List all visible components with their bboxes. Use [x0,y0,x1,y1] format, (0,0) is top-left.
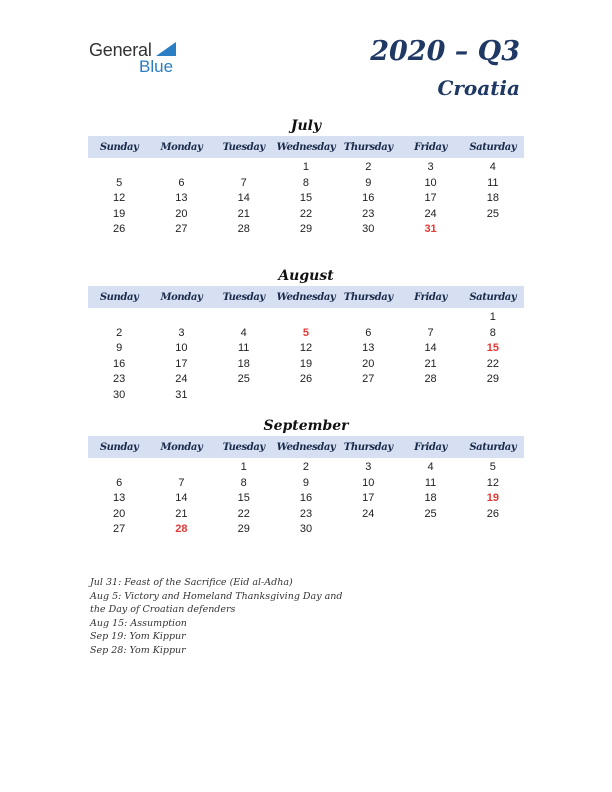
note-line: Sep 28: Yom Kippur [90,644,186,656]
day-cell: 19 [486,492,499,504]
day-cell: 27 [362,373,375,385]
day-cell: 30 [299,523,313,535]
empty-day-cell [213,388,275,404]
empty-day-cell [337,522,399,538]
day-cell: 30 [362,223,375,235]
day-cell: 25 [486,207,499,220]
month-july [88,116,524,238]
empty-day-cell [213,310,275,326]
empty-day-cell [337,388,399,404]
day-cell: 11 [237,342,250,354]
weekday-label: Thursday [343,141,393,153]
empty-day-cell [399,388,461,404]
day-cell: 17 [424,192,437,204]
day-cell: 16 [113,357,126,370]
day-cell: 12 [113,192,126,204]
day-cell: 28 [237,223,250,235]
page-title: 2020 – Q3 [370,36,520,67]
weekday-label: Thursday [343,441,393,453]
day-cell: 7 [427,326,434,339]
note-line: Sep 19: Yom Kippur [90,631,186,642]
month-title: July [290,118,322,134]
day-cell: 6 [178,176,185,189]
day-cell: 23 [299,507,313,520]
weekday-label: Tuesday [222,291,265,303]
day-cell: 16 [299,492,313,504]
day-cell: 22 [237,507,250,520]
day-cell: 16 [362,192,375,204]
logo-text-blue: Blue [139,57,174,76]
weekday-label: Saturday [469,141,517,153]
day-cell: 19 [113,207,126,220]
weekday-label: Saturday [469,291,517,303]
day-cell: 3 [178,326,185,339]
logo-text-general: General [89,40,152,60]
day-cell: 28 [424,373,437,385]
weekday-label: Sunday [99,141,139,153]
day-cell: 22 [486,357,499,370]
day-cell: 11 [424,476,437,489]
day-cell: 27 [113,523,126,535]
day-cell: 10 [424,176,437,189]
country-name: Croatia [437,76,520,100]
day-cell: 15 [237,492,250,504]
empty-day-cell [275,388,337,404]
day-cell: 25 [237,373,250,385]
weekday-label: Tuesday [222,141,265,153]
day-cell: 21 [424,357,437,370]
day-cell: 5 [302,326,310,339]
day-cell: 21 [237,207,250,220]
empty-day-cell [462,522,524,538]
day-cell: 17 [362,492,375,504]
month-title: September [263,418,349,434]
day-cell: 6 [116,476,123,489]
day-cell: 19 [299,357,313,370]
day-cell: 26 [486,507,499,520]
day-cell: 8 [302,176,310,189]
holiday-notes [90,576,390,657]
empty-day-cell [88,160,150,176]
day-cell: 30 [113,388,126,401]
day-cell: 9 [365,176,372,189]
day-cell: 8 [240,476,247,489]
day-cell: 13 [113,492,126,504]
day-cell: 1 [240,461,247,473]
day-grid [88,160,524,238]
day-cell: 29 [237,523,250,535]
day-cell: 3 [427,161,434,173]
month-title: August [278,268,334,284]
day-cell: 23 [362,207,375,220]
day-cell: 11 [487,176,499,189]
day-cell: 4 [427,461,434,473]
empty-day-cell [150,460,212,476]
day-cell: 18 [237,357,250,370]
day-cell: 12 [299,342,313,354]
day-cell: 7 [178,476,185,489]
day-cell: 8 [489,326,496,339]
day-cell: 20 [362,357,375,370]
empty-day-cell [462,388,524,404]
month-september [88,416,524,538]
day-cell: 28 [175,523,188,535]
empty-day-cell [150,310,212,326]
empty-day-cell [399,310,461,326]
day-cell: 26 [299,373,313,385]
day-cell: 9 [116,342,123,354]
day-cell: 3 [365,461,372,473]
note-line: Aug 5: Victory and Homeland Thanksgiving Day and [90,590,343,602]
day-cell: 6 [365,326,372,339]
weekday-label: Tuesday [222,441,265,453]
weekday-label: Monday [160,441,203,453]
day-cell: 24 [175,373,188,385]
weekday-label: Friday [414,141,447,153]
day-cell: 2 [365,161,372,173]
day-cell: 18 [486,192,499,204]
logo [89,40,199,80]
weekday-label: Thursday [343,291,393,303]
day-cell: 21 [175,507,188,520]
weekday-header [88,136,524,158]
weekday-label: Monday [160,291,203,303]
day-cell: 14 [175,492,188,504]
weekday-label: Wednesday [276,441,336,453]
day-cell: 5 [489,461,496,473]
day-grid [88,460,524,538]
empty-day-cell [88,310,150,326]
day-cell: 1 [302,161,310,173]
day-cell: 4 [240,326,247,339]
day-cell: 13 [362,342,375,354]
day-cell: 12 [486,476,499,489]
day-cell: 10 [362,476,375,489]
empty-day-cell [399,522,461,538]
day-cell: 20 [175,207,188,220]
day-cell: 31 [175,388,188,401]
day-cell: 31 [424,223,437,235]
day-cell: 18 [424,492,437,504]
empty-day-cell [275,310,337,326]
day-cell: 14 [424,342,437,354]
day-cell: 24 [424,207,437,220]
note-line: Jul 31: Feast of the Sacrifice (Eid al-Adha) [90,577,293,588]
day-cell: 27 [175,223,188,235]
weekday-label: Sunday [99,291,139,303]
weekday-label: Friday [414,291,447,303]
month-august [88,266,524,403]
day-cell: 4 [489,161,496,173]
weekday-header [88,436,524,458]
weekday-header [88,286,524,308]
weekday-label: Friday [414,441,447,453]
weekday-label: Saturday [469,441,517,453]
day-cell: 29 [486,373,499,385]
day-cell: 5 [116,176,123,189]
day-cell: 24 [362,507,375,520]
empty-day-cell [150,160,212,176]
day-grid [88,310,524,403]
empty-day-cell [462,222,524,238]
day-cell: 2 [302,461,310,473]
day-cell: 1 [489,311,496,323]
empty-day-cell [213,160,275,176]
day-cell: 14 [237,192,250,204]
day-cell: 9 [302,476,310,489]
day-cell: 13 [175,192,188,204]
note-line: the Day of Croatian defenders [90,604,236,615]
day-cell: 15 [486,342,499,354]
day-cell: 15 [299,192,313,204]
weekday-label: Wednesday [276,291,336,303]
day-cell: 17 [175,357,188,370]
day-cell: 25 [424,507,437,520]
day-cell: 2 [116,326,123,339]
weekday-label: Wednesday [276,141,336,153]
day-cell: 10 [175,342,188,354]
day-cell: 22 [299,207,313,220]
day-cell: 20 [113,507,126,520]
note-line: Aug 15: Assumption [90,617,187,629]
day-cell: 23 [113,373,126,385]
day-cell: 29 [299,223,313,235]
weekday-label: Monday [160,141,203,153]
logo-triangle-icon [156,42,176,56]
day-cell: 7 [240,176,247,189]
empty-day-cell [88,460,150,476]
weekday-label: Sunday [99,441,139,453]
empty-day-cell [337,310,399,326]
day-cell: 26 [113,223,126,235]
